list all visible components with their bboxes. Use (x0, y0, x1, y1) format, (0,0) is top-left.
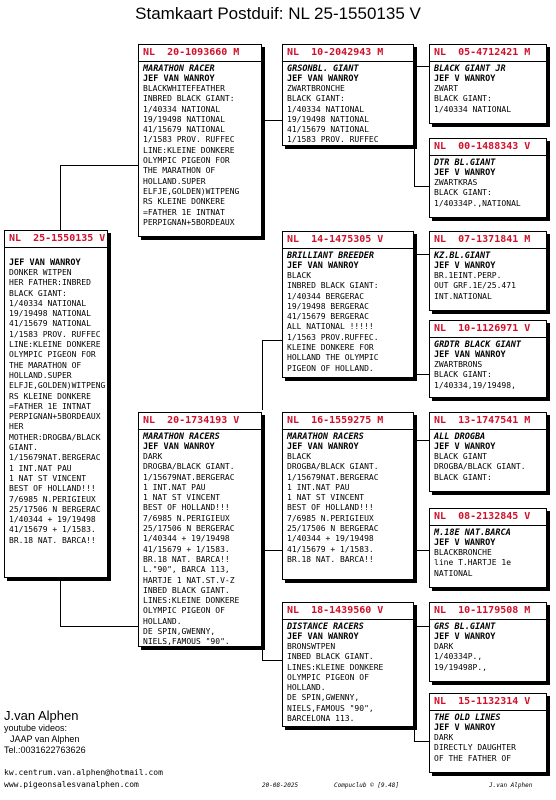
pigeon-description: BR.1EINT.PERP. OUT GRF.1E/25.471 INT.NATIONAL (434, 271, 516, 301)
footer-email[interactable]: kw.centrum.van.alphen@hotmail.com (4, 768, 163, 777)
pigeon-name: MARATHON RACER (143, 64, 215, 74)
connector-line (414, 550, 429, 551)
connector-line (414, 741, 429, 742)
pigeon-name: BLACK GIANT JR (434, 64, 506, 74)
pigeon-card-subject (4, 230, 108, 578)
pigeon-description: BRONSWTPEN INBED BLACK GIANT. LINES:KLEINE DONKERE OLYMPIC PIGEON OF HOLLAND. DE SPIN,GWENNY, NIELS,FAMOUS "90", BARCELONA 113. (287, 642, 384, 724)
pigeon-card-fmm (429, 320, 547, 398)
connector-line (262, 660, 282, 661)
breeder-name: JEF V WANROY (434, 168, 496, 178)
breeder-name: JEF V WANROY (434, 632, 496, 642)
connector-line (414, 66, 415, 186)
breeder-name: JEF V WANROY (434, 538, 496, 548)
pigeon-description: DONKER WITPEN HER FATHER:INBRED BLACK GIANT: 1/40334 NATIONAL 19/19498 NATIONAL 41/15679 NATIONAL 1/1583 PROV. RUFFEC LINE:KLEINE DONKERE OLYMPIC PIGEON FOR THE MARATHON OF HOLLAND.SUPER ELFJE,GOLDEN)WITPENG RS KLEINE DONKERE =FATHER 1E INTNAT PERPIGNAN+5BORDEAUX HER MOTHER:DROGBA/BLACK GIANT. 1/15679NAT.BERGERAC 1 INT.NAT PAU 1 NAT ST VINCENT BEST OF HOLLAND!!! 7/6985 N.PERIGIEUX 25/17506 N BERGERAC 1/40344 + 19/19498 41/15679 + 1/1583. BR.18 NAT. BARCA!! (9, 268, 106, 545)
connector-line (414, 440, 415, 550)
pigeon-card-mmm (429, 693, 547, 773)
breeder-name: JEF V WANROY (434, 723, 496, 733)
ring-number: NL 20-1734193 V (139, 415, 261, 430)
connector-line (262, 550, 282, 551)
pigeon-description: BLACK INBRED BLACK GIANT: 1/40344 BERGERAC 19/19498 BERGERAC 41/15679 BERGERAC ALL NATIONAL !!!!! 1/1563 PROV.RUFFEC. KLEINE DONKERE FOR HOLLAND THE OLYMPIC PIGEON OF HOLLAND. (287, 271, 379, 373)
connector-line (414, 186, 429, 187)
connector-line (262, 610, 263, 660)
pigeon-card-ffm (429, 138, 547, 218)
pigeon-name: THE OLD LINES (434, 713, 501, 723)
pigeon-card-mff (429, 412, 547, 492)
connector-line (262, 340, 263, 410)
connector-line (262, 120, 263, 185)
ring-number: NL 08-2132845 V (430, 511, 546, 526)
pigeon-description: BLACK DROGBA/BLACK GIANT. 1/15679NAT.BERGERAC 1 INT.NAT PAU 1 NAT ST VINCENT BEST OF HOLLAND!!! 7/6985 N.PERIGIEUX 25/17506 N BERGERAC 1/40344 + 19/19498 41/15679 + 1/1583. BR.18 NAT. BARCA!! (287, 452, 379, 564)
page-title: Stamkaart Postduif: NL 25-1550135 V (135, 4, 421, 23)
breeder-name: JEF VAN WANROY (143, 74, 215, 84)
pigeon-description: ZWART BLACK GIANT: 1/40334 NATIONAL (434, 84, 512, 114)
ring-number: NL 10-2042943 M (283, 47, 413, 62)
pigeon-description: BLACKBRONCHE line T.HARTJE 1e NATIONAL (434, 548, 512, 578)
pigeon-card-mfm (429, 508, 547, 588)
pigeon-description: ZWARTBRONCHE BLACK GIANT: 1/40334 NATIONAL 19/19498 NATIONAL 41/15679 NATIONAL 1/1583 PROV. RUFFEC (287, 84, 379, 145)
connector-line (414, 626, 415, 741)
pigeon-name: DISTANCE RACERS (287, 622, 364, 632)
pigeon-description: BLACKWHITEFEATHER INBRED BLACK GIANT: 1/40334 NATIONAL 19/19498 NATIONAL 41/15679 NATIONAL 1/1583 PROV. RUFFEC LINE:KLEINE DONKERE OLYMPIC PIGEON FOR THE MARATHON OF HOLLAND.SUPER ELFJE,GOLDEN)WITPENG RS KLEINE DONKERE =FATHER 1E INTNAT PERPIGNAN+5BORDEAUX (143, 84, 240, 227)
connector-line (414, 66, 429, 67)
breeder-name: JEF VAN WANROY (434, 350, 506, 360)
owner-name: J.van Alphen (4, 708, 79, 723)
ring-number: NL 25-1550135 V (5, 233, 107, 248)
pigeon-name: KZ.BL.GIANT (434, 251, 491, 261)
breeder-name: JEF VAN WANROY (9, 258, 81, 268)
connector-line (262, 550, 263, 610)
footer-software: Compuclub © [9.48] (334, 782, 400, 789)
pigeon-name: GRS BL.GIANT (434, 622, 496, 632)
pigeon-description: DARK 1/40334P., 19/19498P., (434, 642, 487, 672)
ring-number: NL 20-1093660 M (139, 47, 261, 62)
connector-line (60, 626, 138, 627)
pigeon-name: MARATHON RACERS (287, 432, 364, 442)
ring-number: NL 13-1747541 M (430, 415, 546, 430)
breeder-name: JEF V WANROY (434, 74, 496, 84)
owner-youtube-label: youtube videos: (4, 723, 68, 733)
ring-number: NL 18-1439560 V (283, 605, 413, 620)
pigeon-name: M.18E NAT.BARCA (434, 528, 511, 538)
pigeon-card-fff (429, 44, 547, 124)
pigeon-name: GRSONBL. GIANT (287, 64, 359, 74)
connector-line (414, 374, 429, 375)
connector-line (262, 120, 282, 121)
ring-number: NL 10-1179508 M (430, 605, 546, 620)
ring-number: NL 16-1559275 M (283, 415, 413, 430)
pigeon-description: BLACK GIANT DROGBA/BLACK GIANT. BLACK GIANT: (434, 452, 526, 482)
pigeon-description: ZWARTBRONS BLACK GIANT: 1/40334,19/19498, (434, 360, 516, 390)
footer-author: J.van Alphen (489, 782, 533, 789)
connector-line (414, 626, 429, 627)
connector-line (262, 340, 282, 341)
connector-line (60, 165, 61, 230)
pigeon-card-mmf (429, 602, 547, 682)
owner-youtube-channel: JAAP van Alphen (10, 734, 80, 744)
connector-line (60, 165, 138, 166)
connector-line (414, 440, 429, 441)
breeder-name: JEF VAN WANROY (287, 632, 359, 642)
breeder-name: JEF VAN WANROY (287, 442, 359, 452)
pigeon-card-ff (282, 44, 414, 146)
pigeon-card-father (138, 44, 262, 237)
ring-number: NL 07-1371841 M (430, 234, 546, 249)
ring-number: NL 15-1132314 V (430, 696, 546, 711)
footer-date: 20-08-2025 (262, 782, 299, 789)
pigeon-description: DARK DROGBA/BLACK GIANT. 1/15679NAT.BERGERAC 1 INT.NAT PAU 1 NAT ST VINCENT BEST OF HOLLAND!!! 7/6985 N.PERIGIEUX 25/17506 N BERGERAC 1/40344 + 19/19498 41/15679 + 1/1583. BR.18 NAT. BARCA!! L."90", BARCA 113, HARTJE 1 NAT.ST.V-Z INBED BLACK GIANT. LINES:KLEINE DONKERE OLYMPIC PIGEON OF HOLLAND. DE SPIN,GWENNY, NIELS,FAMOUS "90". (143, 452, 240, 647)
breeder-name: JEF V WANROY (434, 442, 496, 452)
breeder-name: JEF VAN WANROY (287, 261, 359, 271)
pigeon-name: ALL DROGBA (434, 432, 486, 442)
pigeon-description: DARK DIRECTLY DAUGHTER OF THE FATHER OF (434, 733, 516, 763)
owner-phone: Tel.:0031622763626 (4, 745, 86, 755)
connector-line (414, 254, 415, 374)
pigeon-name: MARATHON RACERS (143, 432, 220, 442)
breeder-name: JEF V WANROY (434, 261, 496, 271)
ring-number: NL 14-1475305 V (283, 234, 413, 249)
breeder-name: JEF VAN WANROY (143, 442, 215, 452)
ring-number: NL 00-1488343 V (430, 141, 546, 156)
pigeon-description: ZWARTKRAS BLACK GIANT: 1/40334P.,NATIONAL (434, 178, 521, 208)
ring-number: NL 05-4712421 M (430, 47, 546, 62)
pigeon-card-mother (138, 412, 262, 647)
breeder-name: JEF VAN WANROY (287, 74, 359, 84)
pigeon-card-mf (282, 412, 414, 580)
pigeon-card-mm (282, 602, 414, 727)
ring-number: NL 10-1126971 V (430, 323, 546, 338)
footer-website[interactable]: www.pigeonsalesvanalphen.com (4, 780, 139, 789)
connector-line (414, 254, 429, 255)
pigeon-name: BRILLIANT BREEDER (287, 251, 374, 261)
pigeon-name: GRDTR BLACK GIANT (434, 340, 521, 350)
owner-info (4, 708, 86, 756)
pigeon-card-fm (282, 231, 414, 378)
pigeon-name: DTR BL.GIANT (434, 158, 496, 168)
pigeon-card-fmf (429, 231, 547, 311)
connector-line (60, 578, 61, 626)
